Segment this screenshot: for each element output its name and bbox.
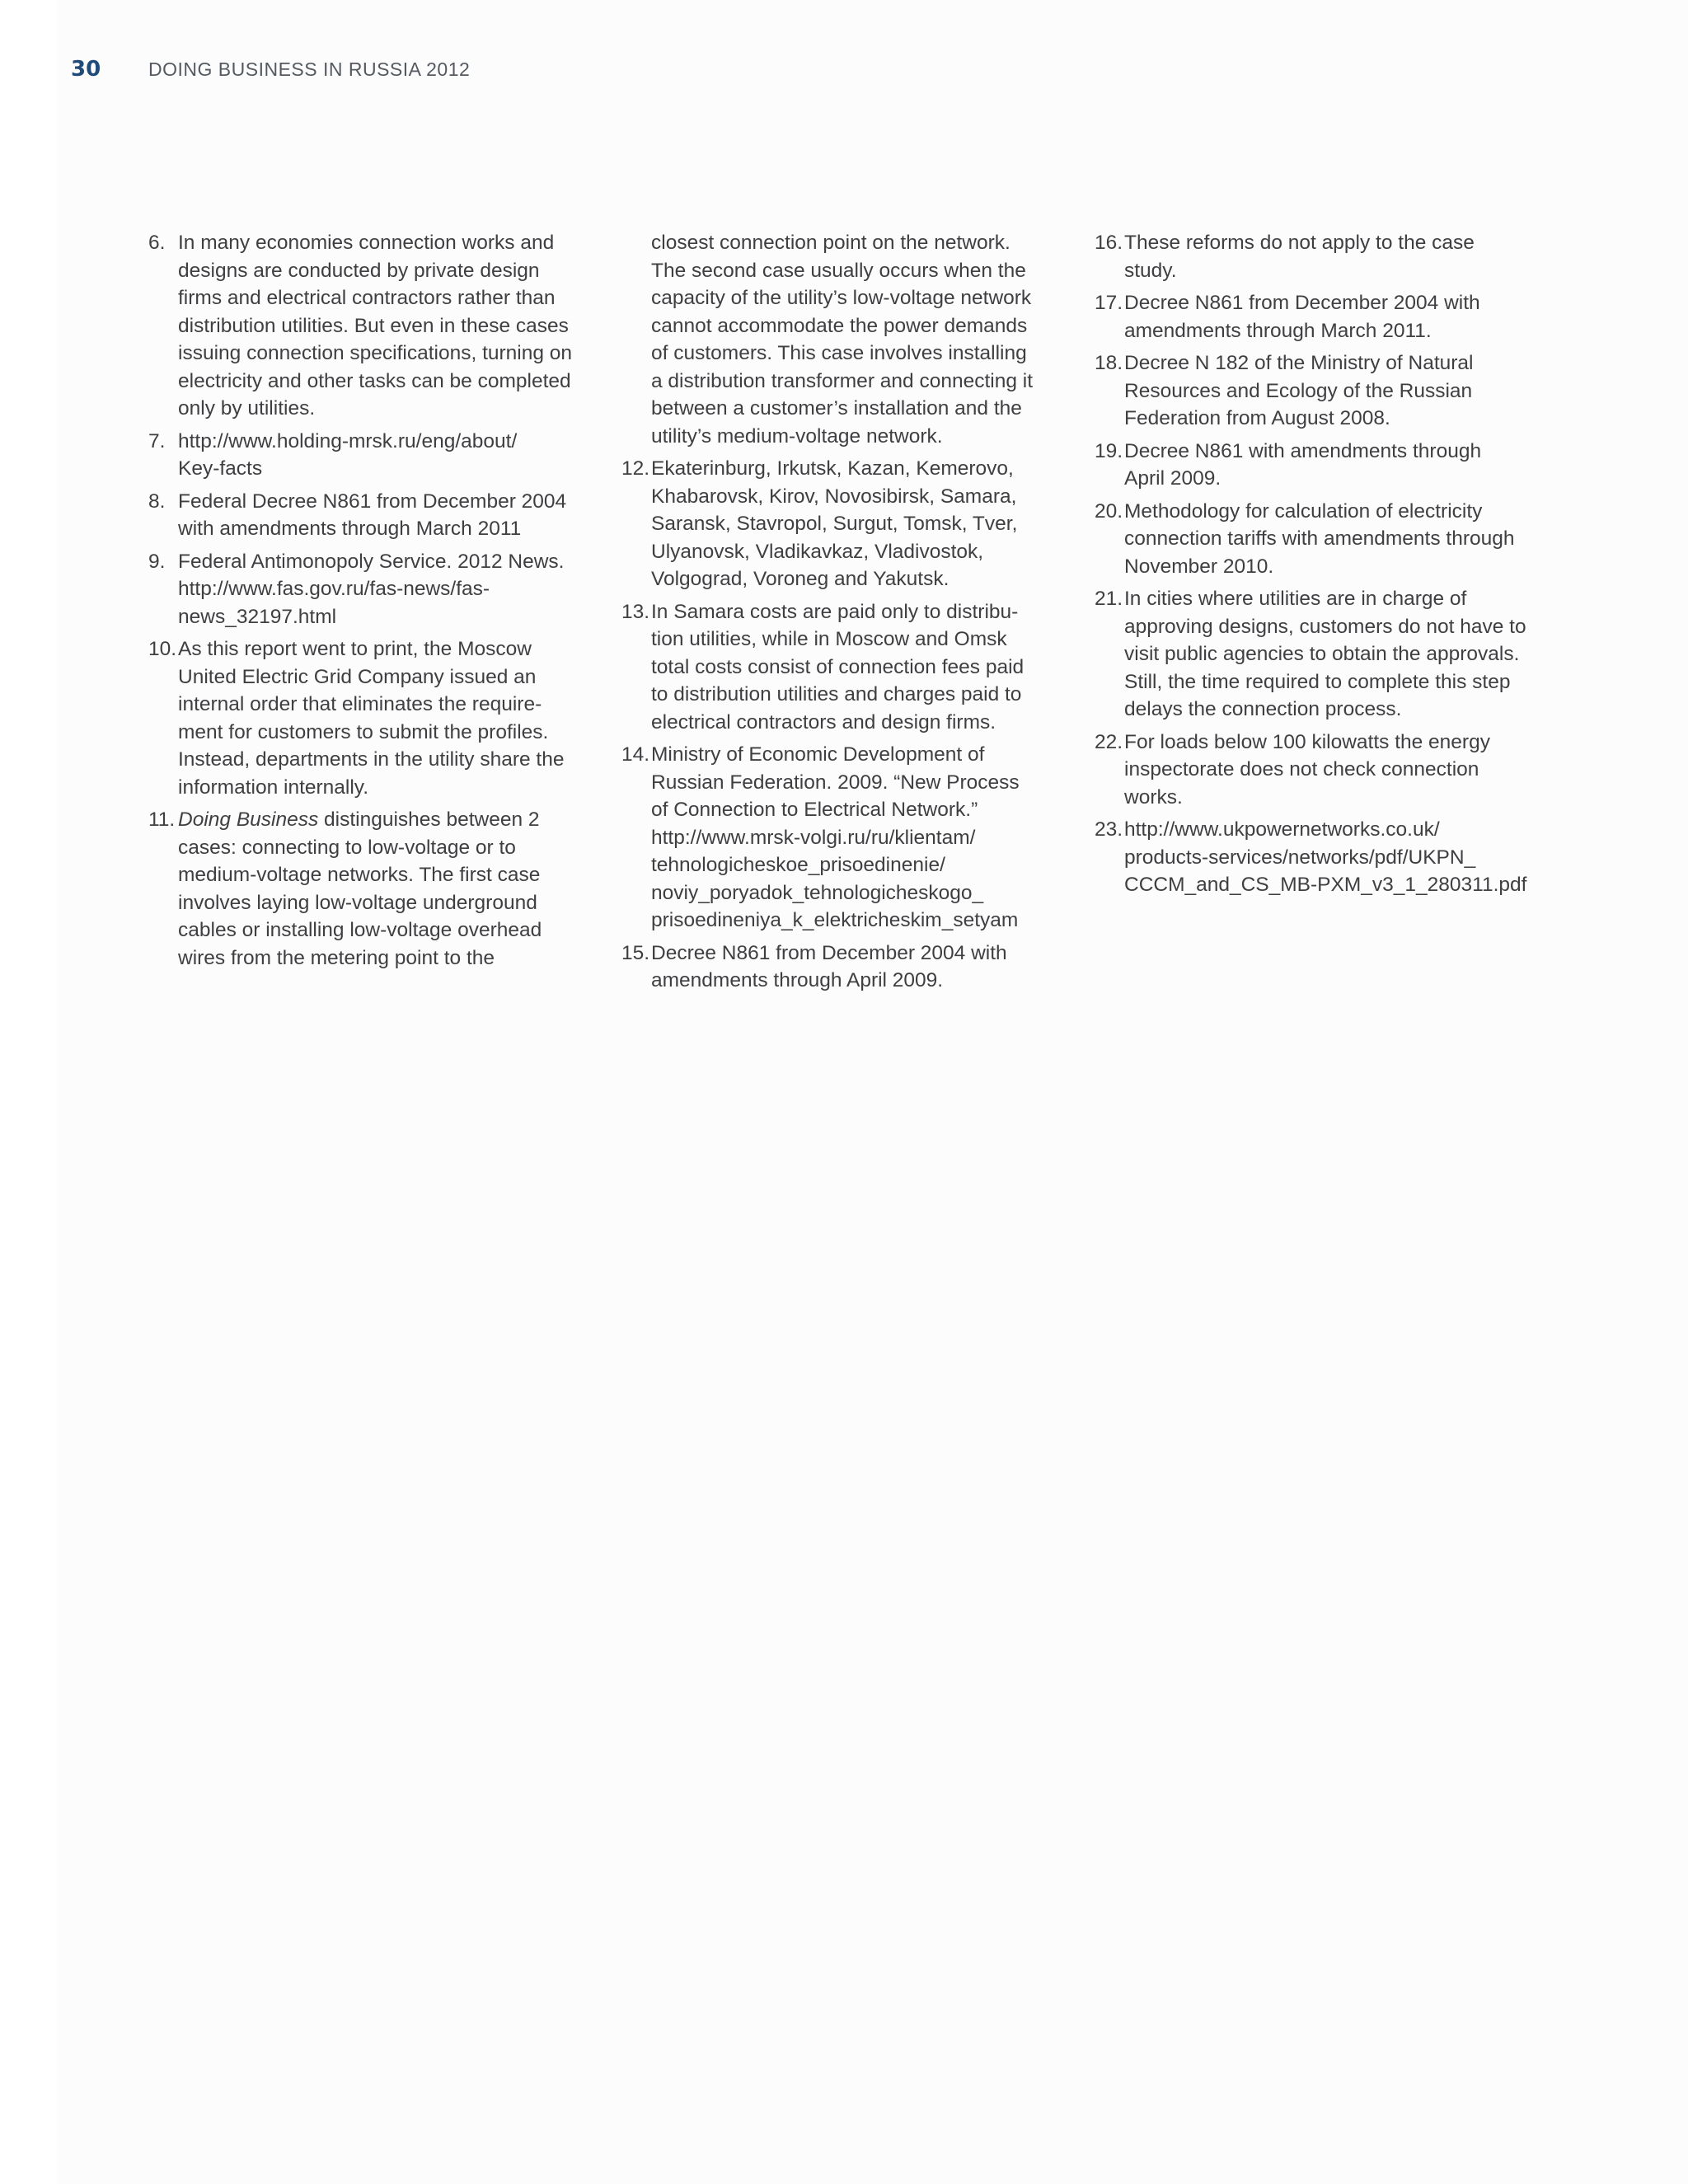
endnote-11-continued: closest connection point on the network. The second case usually occurs when the capacity of the utility’s low-voltage network cannot accommodate the power demands of customers. This case involves installing a distribution transformer and connecting it between a customer’s installation and the utility’s medium-voltage network. [651,232,1034,448]
endnote-number: 12. [621,457,650,480]
endnote-number: 7. [148,429,166,452]
endnote-text: These reforms do not apply to the case study. [1124,232,1475,282]
endnotes-column-2 [621,229,1067,1000]
endnote-7 [148,428,593,483]
endnote-text [178,806,593,972]
endnote-link: http://www.holding-mrsk.ru/eng/about/ Key-facts [178,429,518,480]
endnote-14 [621,741,1067,935]
endnote-number: 23. [1095,818,1123,841]
endnote-text: Federal Antimonopoly Service. 2012 News. http://www.fas.gov.ru/fas-news/fas- news_32197.html [178,550,565,628]
page-number: 30 [71,57,101,82]
endnote-number: 18. [1095,352,1123,374]
endnote-number: 15. [621,941,650,964]
endnote-text: In cities where utilities are in charge of approving designs, customers do not have to visit public agencies to obtain the approvals. Still, the time required to complete this step delays the connection process. [1124,588,1526,720]
endnote-text: Methodology for calculation of electricity connection tariffs with amendments through November 2010. [1124,499,1515,578]
endnote-8 [148,488,593,543]
endnote-number: 21. [1095,588,1123,610]
endnote-body: distinguishes between 2 cases: connecting to low-voltage or to medium-voltage networks. The first case involves laying low-voltage underground cables or installing low-voltage overhead wires from the metering point to the [178,808,542,969]
endnote-number: 11. [148,808,176,831]
endnote-number: 6. [148,232,166,254]
endnote-23 [1095,816,1540,899]
endnote-text: Decree N861 from December 2004 with amendments through April 2009. [651,941,1007,991]
endnote-text: Federal Decree N861 from December 2004 with amendments through March 2011 [178,490,567,540]
endnotes-column-3 [1095,229,1540,904]
endnote-19 [1095,438,1540,493]
endnote-6 [148,229,593,423]
endnote-17 [1095,289,1540,344]
endnote-22 [1095,729,1540,812]
endnote-text: As this report went to print, the Moscow United Electric Grid Company issued an internal order that eliminates the require- ment for customers to submit the profiles. Instead, departments in the utility share the information internally. [178,638,565,799]
endnote-11 [148,806,593,972]
endnote-number: 20. [1095,499,1123,523]
endnote-number: 17. [1095,292,1123,314]
endnote-10 [148,635,593,801]
endnote-number: 9. [148,550,166,573]
endnote-link: http://www.ukpowernetworks.co.uk/ products-services/networks/pdf/UKPN_ CCCM_and_CS_MB-PXM_v3_1_280311.pdf [1124,818,1527,896]
endnote-text: Decree N861 with amendments through April 2009. [1124,439,1482,490]
endnote-text: Ekaterinburg, Irkutsk, Kazan, Kemerovo, Khabarovsk, Kirov, Novosibirsk, Samara, Saransk, Stavropol, Surgut, Tomsk, Tver, Ulyanovsk, Vladikavkaz, Vladivostok, Volgograd, Voroneg and Yakutsk. [651,457,1018,590]
endnote-text: For loads below 100 kilowatts the energy inspectorate does not check connection works. [1124,730,1490,808]
endnote-9 [148,548,593,631]
endnote-text: Decree N861 from December 2004 with amendments through March 2011. [1124,292,1480,342]
endnote-number: 14. [621,743,650,766]
endnote-12 [621,455,1067,593]
endnote-text: Ministry of Economic Development of Russian Federation. 2009. “New Process of Connection to Electrical Network.” http://www.mrsk-volgi.ru/ru/klientam/ tehnologicheskoe_prisoedinenie/ noviy_poryadok_tehnologicheskogo_ prisoedineniya_k_elektricheskim_setyam [651,743,1020,931]
endnote-number: 13. [621,600,650,623]
endnote-16 [1095,229,1540,284]
endnote-20 [1095,498,1540,581]
endnote-number: 8. [148,490,166,513]
endnote-13 [621,598,1067,737]
endnote-text: Decree N 182 of the Ministry of Natural Resources and Ecology of the Russian Federation from August 2008. [1124,352,1474,429]
endnote-15 [621,940,1067,995]
running-header [71,53,470,86]
endnote-text: In many economies connection works and designs are conducted by private design firms and electrical contractors rather than distribution utilities. But even in these cases issuing connection specifications, turning on electricity and other tasks can be completed only by utilities. [178,232,573,419]
endnote-number: 10. [148,638,177,660]
endnote-text: In Samara costs are paid only to distribu- tion utilities, while in Moscow and Omsk total costs consist of connection fees paid to distribution utilities and charges paid to electrical contractors and design firms. [651,600,1025,733]
endnote-number: 19. [1095,439,1123,462]
endnote-18 [1095,349,1540,433]
endnote-21 [1095,585,1540,724]
endnote-italic-lead: Doing Business [178,808,319,831]
endnote-number: 22. [1095,730,1123,753]
endnotes-column-1 [148,229,593,977]
publication-title: DOING BUSINESS IN RUSSIA 2012 [148,58,471,80]
endnote-number: 16. [1095,232,1123,254]
